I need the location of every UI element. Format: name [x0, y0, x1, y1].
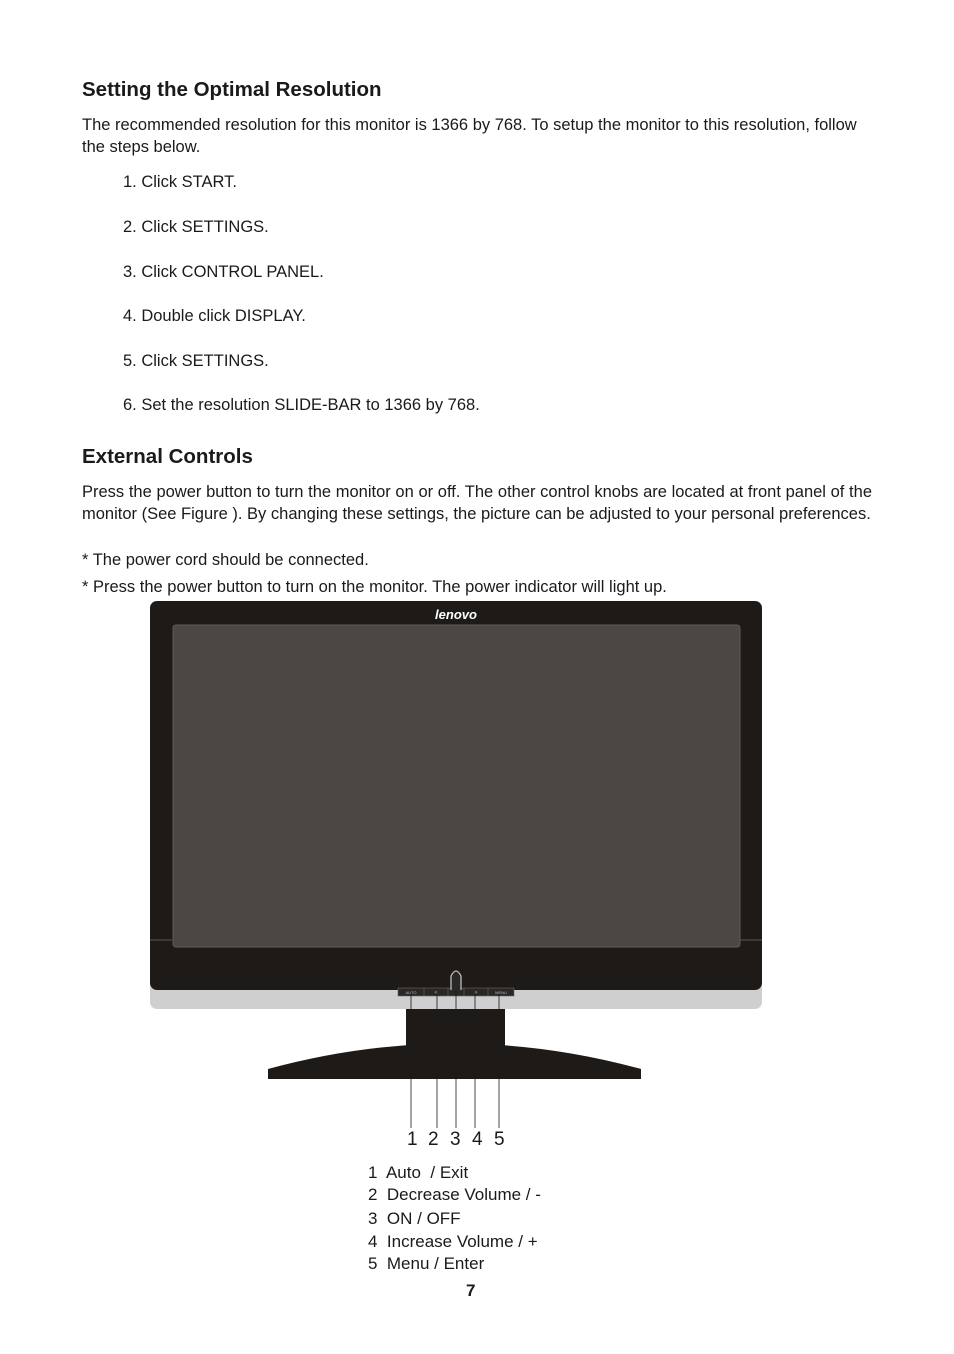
callout-number: 3 — [450, 1129, 461, 1150]
external-controls-intro: Press the power button to turn the monitor on or off. The other control knobs are located at front panel of the monitor (See Figure ). By changing these settings, the picture can be adjusted to your personal preferences. — [82, 483, 872, 523]
step-item: 3. Click CONTROL PANEL. — [123, 263, 324, 281]
auto-button-label: AUTO — [405, 990, 417, 995]
monitor-screen — [173, 625, 740, 947]
page-number: 7 — [466, 1281, 476, 1300]
power-button — [451, 971, 461, 990]
callout-number: 5 — [494, 1129, 505, 1150]
legend-item: 1 Auto / Exit — [368, 1163, 469, 1182]
section-title-external-controls: External Controls — [82, 445, 253, 468]
legend-item: 3 ON / OFF — [368, 1209, 461, 1228]
callout-number: 2 — [428, 1129, 439, 1150]
legend-item: 2 Decrease Volume / - — [368, 1185, 541, 1204]
increase-button-label: > — [474, 990, 478, 996]
callout-number: 1 — [407, 1129, 418, 1150]
menu-button-label: MENU — [495, 990, 507, 995]
section-title-resolution: Setting the Optimal Resolution — [82, 78, 382, 101]
step-item: 4. Double click DISPLAY. — [123, 307, 306, 325]
note-power-button: * Press the power button to turn on the monitor. The power indicator will light up. — [82, 578, 667, 596]
step-item: 1. Click START. — [123, 173, 237, 191]
legend-item: 5 Menu / Enter — [368, 1254, 485, 1273]
step-item: 2. Click SETTINGS. — [123, 218, 269, 236]
resolution-intro: The recommended resolution for this monitor is 1366 by 768. To setup the monitor to this resolution, follow the steps below. — [82, 116, 857, 156]
step-item: 6. Set the resolution SLIDE-BAR to 1366 by 768. — [123, 396, 480, 414]
stand-base — [268, 1044, 641, 1080]
lenovo-logo: lenovo — [435, 607, 477, 622]
decrease-button-label: < — [434, 990, 438, 996]
legend-item: 4 Increase Volume / + — [368, 1232, 538, 1251]
note-power-cord: * The power cord should be connected. — [82, 551, 369, 569]
callout-number: 4 — [472, 1129, 483, 1150]
step-item: 5. Click SETTINGS. — [123, 352, 269, 370]
